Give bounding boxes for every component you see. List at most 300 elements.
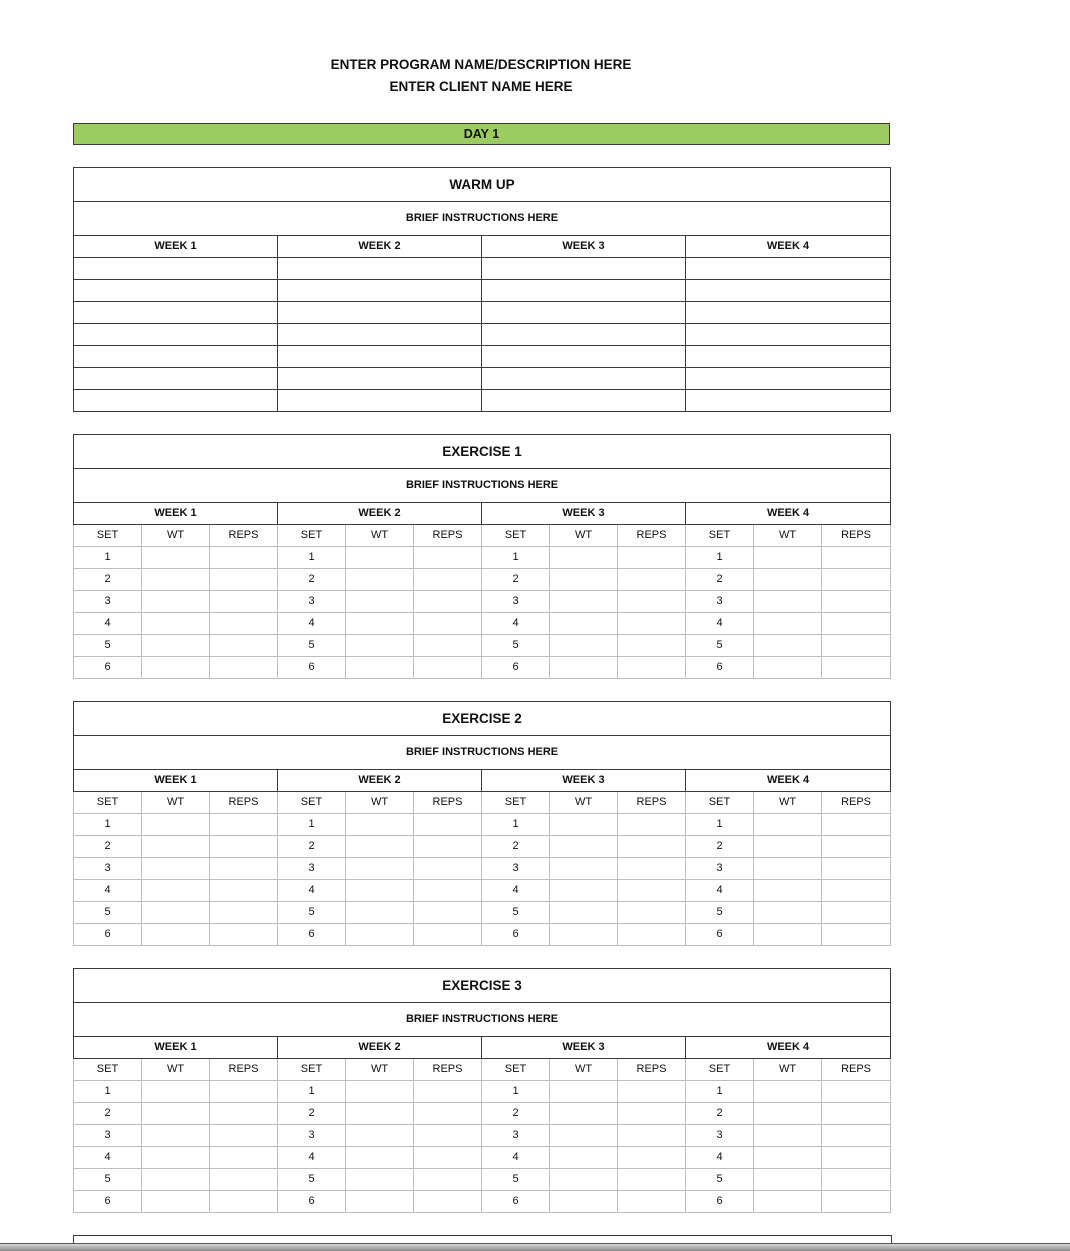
warmup-cell[interactable] xyxy=(482,324,686,346)
warmup-cell[interactable] xyxy=(278,346,482,368)
warmup-cell[interactable] xyxy=(686,280,891,302)
set-row xyxy=(74,836,891,858)
reps-cell[interactable] xyxy=(414,924,482,946)
weight-cell[interactable] xyxy=(754,924,822,946)
set-number: 3 xyxy=(74,591,142,613)
set-number: 6 xyxy=(74,657,142,679)
reps-cell[interactable] xyxy=(414,569,482,591)
weight-cell[interactable] xyxy=(142,569,210,591)
weight-cell[interactable] xyxy=(550,902,618,924)
reps-cell[interactable] xyxy=(822,858,891,880)
warmup-cell[interactable] xyxy=(74,324,278,346)
reps-column-header: REPS xyxy=(210,1059,278,1081)
weight-cell[interactable] xyxy=(754,858,822,880)
reps-cell[interactable] xyxy=(414,814,482,836)
reps-cell[interactable] xyxy=(210,1081,278,1103)
reps-cell[interactable] xyxy=(618,1191,686,1213)
reps-cell[interactable] xyxy=(210,814,278,836)
set-number: 4 xyxy=(278,613,346,635)
weight-cell[interactable] xyxy=(550,635,618,657)
weight-cell[interactable] xyxy=(754,836,822,858)
reps-cell[interactable] xyxy=(414,1191,482,1213)
set-number: 1 xyxy=(686,1081,754,1103)
week-header: WEEK 4 xyxy=(686,1037,891,1059)
warmup-cell[interactable] xyxy=(278,302,482,324)
weight-cell[interactable] xyxy=(754,547,822,569)
warmup-cell[interactable] xyxy=(74,390,278,412)
warmup-cell[interactable] xyxy=(482,258,686,280)
weight-cell[interactable] xyxy=(346,591,414,613)
exercise-title: EXERCISE 1 xyxy=(74,435,891,469)
reps-cell[interactable] xyxy=(822,1103,891,1125)
reps-cell[interactable] xyxy=(822,657,891,679)
week-header: WEEK 2 xyxy=(278,503,482,525)
weight-cell[interactable] xyxy=(754,902,822,924)
set-number: 3 xyxy=(74,858,142,880)
set-number: 5 xyxy=(278,635,346,657)
set-number: 6 xyxy=(686,924,754,946)
weight-cell[interactable] xyxy=(142,836,210,858)
set-number: 1 xyxy=(278,547,346,569)
reps-column-header: REPS xyxy=(822,792,891,814)
weight-cell[interactable] xyxy=(754,1125,822,1147)
warmup-table xyxy=(73,167,891,412)
reps-cell[interactable] xyxy=(210,1191,278,1213)
weight-cell[interactable] xyxy=(550,1191,618,1213)
set-row xyxy=(74,1125,891,1147)
reps-cell[interactable] xyxy=(210,858,278,880)
weight-cell[interactable] xyxy=(346,657,414,679)
set-number: 2 xyxy=(278,836,346,858)
set-number: 4 xyxy=(482,880,550,902)
week-header: WEEK 2 xyxy=(278,236,482,258)
reps-cell[interactable] xyxy=(210,902,278,924)
reps-cell[interactable] xyxy=(822,1191,891,1213)
weight-cell[interactable] xyxy=(754,613,822,635)
set-column-header: SET xyxy=(686,525,754,547)
reps-column-header: REPS xyxy=(618,1059,686,1081)
week-header: WEEK 1 xyxy=(74,1037,278,1059)
weight-cell[interactable] xyxy=(346,613,414,635)
warmup-cell[interactable] xyxy=(74,346,278,368)
week-header: WEEK 3 xyxy=(482,770,686,792)
weight-cell[interactable] xyxy=(346,1169,414,1191)
set-number: 1 xyxy=(686,814,754,836)
set-number: 2 xyxy=(74,1103,142,1125)
weight-cell[interactable] xyxy=(754,1169,822,1191)
weight-cell[interactable] xyxy=(346,1191,414,1213)
set-number: 5 xyxy=(278,1169,346,1191)
set-row xyxy=(74,858,891,880)
weight-cell[interactable] xyxy=(754,635,822,657)
set-column-header: SET xyxy=(278,1059,346,1081)
program-name[interactable]: ENTER PROGRAM NAME/DESCRIPTION HERE xyxy=(330,57,632,72)
reps-column-header: REPS xyxy=(822,1059,891,1081)
wt-column-header: WT xyxy=(142,1059,210,1081)
weight-cell[interactable] xyxy=(346,1125,414,1147)
set-number: 2 xyxy=(482,836,550,858)
reps-cell[interactable] xyxy=(210,569,278,591)
wt-column-header: WT xyxy=(550,1059,618,1081)
reps-cell[interactable] xyxy=(414,613,482,635)
reps-cell[interactable] xyxy=(822,814,891,836)
reps-cell[interactable] xyxy=(618,1103,686,1125)
weight-cell[interactable] xyxy=(550,880,618,902)
warmup-cell[interactable] xyxy=(686,390,891,412)
reps-cell[interactable] xyxy=(618,569,686,591)
set-number: 6 xyxy=(278,924,346,946)
set-number: 3 xyxy=(686,1125,754,1147)
set-number: 1 xyxy=(74,814,142,836)
warmup-cell[interactable] xyxy=(278,280,482,302)
reps-cell[interactable] xyxy=(618,1081,686,1103)
reps-cell[interactable] xyxy=(414,1169,482,1191)
warmup-cell[interactable] xyxy=(686,258,891,280)
reps-cell[interactable] xyxy=(210,657,278,679)
set-row xyxy=(74,924,891,946)
warmup-cell[interactable] xyxy=(482,280,686,302)
weight-cell[interactable] xyxy=(754,1081,822,1103)
set-row xyxy=(74,635,891,657)
weight-cell[interactable] xyxy=(142,635,210,657)
weight-cell[interactable] xyxy=(754,1103,822,1125)
reps-cell[interactable] xyxy=(414,591,482,613)
set-number: 6 xyxy=(278,657,346,679)
reps-cell[interactable] xyxy=(414,1081,482,1103)
set-number: 4 xyxy=(278,880,346,902)
reps-cell[interactable] xyxy=(822,1081,891,1103)
set-row xyxy=(74,547,891,569)
weight-cell[interactable] xyxy=(346,836,414,858)
weight-cell[interactable] xyxy=(550,1147,618,1169)
set-number: 4 xyxy=(74,880,142,902)
warmup-cell[interactable] xyxy=(278,324,482,346)
week-header: WEEK 3 xyxy=(482,1037,686,1059)
weight-cell[interactable] xyxy=(754,880,822,902)
reps-cell[interactable] xyxy=(210,591,278,613)
weight-cell[interactable] xyxy=(754,569,822,591)
set-number: 1 xyxy=(482,1081,550,1103)
week-header: WEEK 3 xyxy=(482,503,686,525)
set-number: 5 xyxy=(686,902,754,924)
set-number: 1 xyxy=(74,547,142,569)
warmup-cell[interactable] xyxy=(278,258,482,280)
set-number: 5 xyxy=(482,1169,550,1191)
set-number: 3 xyxy=(482,1125,550,1147)
weight-cell[interactable] xyxy=(550,1081,618,1103)
exercise-title: EXERCISE 2 xyxy=(74,702,891,736)
reps-cell[interactable] xyxy=(822,1125,891,1147)
reps-cell[interactable] xyxy=(822,1169,891,1191)
reps-cell[interactable] xyxy=(822,880,891,902)
set-number: 3 xyxy=(278,591,346,613)
reps-column-header: REPS xyxy=(822,525,891,547)
reps-cell[interactable] xyxy=(822,569,891,591)
set-number: 3 xyxy=(278,1125,346,1147)
reps-column-header: REPS xyxy=(414,1059,482,1081)
set-number: 2 xyxy=(482,1103,550,1125)
exercise-table xyxy=(73,968,891,1213)
set-column-header: SET xyxy=(278,792,346,814)
set-row xyxy=(74,814,891,836)
reps-cell[interactable] xyxy=(210,635,278,657)
wt-column-header: WT xyxy=(754,525,822,547)
weight-cell[interactable] xyxy=(346,924,414,946)
reps-cell[interactable] xyxy=(618,635,686,657)
weight-cell[interactable] xyxy=(754,1191,822,1213)
warmup-cell[interactable] xyxy=(686,302,891,324)
warmup-cell[interactable] xyxy=(482,390,686,412)
reps-cell[interactable] xyxy=(822,924,891,946)
reps-cell[interactable] xyxy=(414,657,482,679)
weight-cell[interactable] xyxy=(142,880,210,902)
set-number: 5 xyxy=(74,635,142,657)
set-column-header: SET xyxy=(74,525,142,547)
weight-cell[interactable] xyxy=(142,924,210,946)
reps-cell[interactable] xyxy=(414,635,482,657)
set-number: 6 xyxy=(278,1191,346,1213)
reps-cell[interactable] xyxy=(210,880,278,902)
weight-cell[interactable] xyxy=(142,814,210,836)
warmup-cell[interactable] xyxy=(74,302,278,324)
wt-column-header: WT xyxy=(754,792,822,814)
set-number: 3 xyxy=(482,591,550,613)
week-header: WEEK 2 xyxy=(278,1037,482,1059)
weight-cell[interactable] xyxy=(142,858,210,880)
reps-cell[interactable] xyxy=(618,858,686,880)
week-header: WEEK 1 xyxy=(74,770,278,792)
reps-cell[interactable] xyxy=(618,657,686,679)
weight-cell[interactable] xyxy=(346,1103,414,1125)
reps-cell[interactable] xyxy=(618,1125,686,1147)
weight-cell[interactable] xyxy=(550,814,618,836)
set-row xyxy=(74,880,891,902)
set-number: 6 xyxy=(686,657,754,679)
reps-cell[interactable] xyxy=(822,547,891,569)
reps-cell[interactable] xyxy=(618,1169,686,1191)
wt-column-header: WT xyxy=(346,525,414,547)
weight-cell[interactable] xyxy=(754,814,822,836)
weight-cell[interactable] xyxy=(142,1169,210,1191)
set-number: 3 xyxy=(686,591,754,613)
set-row xyxy=(74,1103,891,1125)
reps-cell[interactable] xyxy=(618,880,686,902)
weight-cell[interactable] xyxy=(142,1125,210,1147)
wt-column-header: WT xyxy=(754,1059,822,1081)
reps-column-header: REPS xyxy=(414,525,482,547)
weight-cell[interactable] xyxy=(550,547,618,569)
set-number: 2 xyxy=(74,569,142,591)
weight-cell[interactable] xyxy=(754,591,822,613)
reps-cell[interactable] xyxy=(822,591,891,613)
weight-cell[interactable] xyxy=(346,902,414,924)
set-number: 6 xyxy=(482,1191,550,1213)
reps-cell[interactable] xyxy=(414,836,482,858)
reps-cell[interactable] xyxy=(618,1147,686,1169)
warmup-cell[interactable] xyxy=(278,390,482,412)
week-header: WEEK 3 xyxy=(482,236,686,258)
set-number: 1 xyxy=(482,814,550,836)
warmup-cell[interactable] xyxy=(686,324,891,346)
weight-cell[interactable] xyxy=(754,657,822,679)
warmup-cell[interactable] xyxy=(74,280,278,302)
weight-cell[interactable] xyxy=(550,613,618,635)
warmup-cell[interactable] xyxy=(482,368,686,390)
reps-cell[interactable] xyxy=(618,613,686,635)
weight-cell[interactable] xyxy=(142,1103,210,1125)
reps-cell[interactable] xyxy=(618,924,686,946)
weight-cell[interactable] xyxy=(142,547,210,569)
set-number: 1 xyxy=(74,1081,142,1103)
set-number: 5 xyxy=(686,635,754,657)
weight-cell[interactable] xyxy=(142,1191,210,1213)
reps-cell[interactable] xyxy=(822,635,891,657)
set-column-header: SET xyxy=(278,525,346,547)
warmup-cell[interactable] xyxy=(482,346,686,368)
set-number: 1 xyxy=(278,1081,346,1103)
reps-cell[interactable] xyxy=(210,1103,278,1125)
week-header: WEEK 1 xyxy=(74,236,278,258)
warmup-cell[interactable] xyxy=(482,302,686,324)
weight-cell[interactable] xyxy=(142,902,210,924)
set-row xyxy=(74,657,891,679)
weight-cell[interactable] xyxy=(550,1169,618,1191)
warmup-cell[interactable] xyxy=(686,368,891,390)
set-number: 2 xyxy=(686,836,754,858)
set-number: 3 xyxy=(74,1125,142,1147)
weight-cell[interactable] xyxy=(754,1147,822,1169)
reps-cell[interactable] xyxy=(414,547,482,569)
set-row xyxy=(74,902,891,924)
reps-cell[interactable] xyxy=(618,902,686,924)
weight-cell[interactable] xyxy=(550,657,618,679)
set-number: 2 xyxy=(482,569,550,591)
reps-cell[interactable] xyxy=(822,836,891,858)
reps-cell[interactable] xyxy=(210,924,278,946)
week-header: WEEK 2 xyxy=(278,770,482,792)
reps-cell[interactable] xyxy=(414,858,482,880)
exercise-instructions[interactable]: BRIEF INSTRUCTIONS HERE xyxy=(74,469,891,503)
reps-cell[interactable] xyxy=(414,1103,482,1125)
weight-cell[interactable] xyxy=(142,1147,210,1169)
week-header: WEEK 4 xyxy=(686,770,891,792)
reps-cell[interactable] xyxy=(210,613,278,635)
reps-cell[interactable] xyxy=(210,1147,278,1169)
warmup-cell[interactable] xyxy=(278,368,482,390)
exercise-table xyxy=(73,701,891,946)
weight-cell[interactable] xyxy=(346,569,414,591)
reps-cell[interactable] xyxy=(210,1169,278,1191)
reps-column-header: REPS xyxy=(210,525,278,547)
reps-cell[interactable] xyxy=(210,1125,278,1147)
set-number: 4 xyxy=(482,1147,550,1169)
reps-cell[interactable] xyxy=(414,902,482,924)
set-number: 4 xyxy=(686,880,754,902)
weight-cell[interactable] xyxy=(346,1147,414,1169)
exercise-table xyxy=(73,434,891,679)
set-number: 4 xyxy=(482,613,550,635)
weight-cell[interactable] xyxy=(346,635,414,657)
set-number: 4 xyxy=(686,613,754,635)
set-number: 1 xyxy=(278,814,346,836)
set-column-header: SET xyxy=(482,1059,550,1081)
wt-column-header: WT xyxy=(550,525,618,547)
wt-column-header: WT xyxy=(142,525,210,547)
warmup-instructions[interactable]: BRIEF INSTRUCTIONS HERE xyxy=(74,202,891,236)
weight-cell[interactable] xyxy=(346,814,414,836)
week-header: WEEK 1 xyxy=(74,503,278,525)
weight-cell[interactable] xyxy=(142,657,210,679)
set-row xyxy=(74,569,891,591)
warmup-cell[interactable] xyxy=(74,368,278,390)
weight-cell[interactable] xyxy=(346,547,414,569)
set-number: 2 xyxy=(686,569,754,591)
warmup-cell[interactable] xyxy=(686,346,891,368)
set-column-header: SET xyxy=(74,1059,142,1081)
set-number: 5 xyxy=(482,902,550,924)
week-header: WEEK 4 xyxy=(686,503,891,525)
weight-cell[interactable] xyxy=(142,1081,210,1103)
exercise-instructions[interactable]: BRIEF INSTRUCTIONS HERE xyxy=(74,736,891,770)
wt-column-header: WT xyxy=(550,792,618,814)
wt-column-header: WT xyxy=(346,1059,414,1081)
reps-cell[interactable] xyxy=(822,1147,891,1169)
reps-cell[interactable] xyxy=(210,836,278,858)
warmup-cell[interactable] xyxy=(74,258,278,280)
set-column-header: SET xyxy=(482,525,550,547)
set-row xyxy=(74,1191,891,1213)
weight-cell[interactable] xyxy=(550,591,618,613)
reps-cell[interactable] xyxy=(822,613,891,635)
weight-cell[interactable] xyxy=(346,1081,414,1103)
reps-cell[interactable] xyxy=(618,547,686,569)
weight-cell[interactable] xyxy=(142,591,210,613)
reps-cell[interactable] xyxy=(414,1125,482,1147)
set-number: 5 xyxy=(686,1169,754,1191)
reps-cell[interactable] xyxy=(414,880,482,902)
set-row xyxy=(74,591,891,613)
reps-cell[interactable] xyxy=(618,591,686,613)
weight-cell[interactable] xyxy=(550,858,618,880)
weight-cell[interactable] xyxy=(550,924,618,946)
weight-cell[interactable] xyxy=(142,613,210,635)
set-number: 2 xyxy=(74,836,142,858)
weight-cell[interactable] xyxy=(346,858,414,880)
set-number: 6 xyxy=(482,657,550,679)
weight-cell[interactable] xyxy=(550,1103,618,1125)
set-row xyxy=(74,613,891,635)
reps-cell[interactable] xyxy=(414,1147,482,1169)
set-number: 4 xyxy=(686,1147,754,1169)
set-column-header: SET xyxy=(74,792,142,814)
exercise-title: EXERCISE 3 xyxy=(74,969,891,1003)
reps-cell[interactable] xyxy=(210,547,278,569)
reps-cell[interactable] xyxy=(618,836,686,858)
set-number: 5 xyxy=(278,902,346,924)
reps-column-header: REPS xyxy=(210,792,278,814)
exercise-instructions[interactable]: BRIEF INSTRUCTIONS HERE xyxy=(74,1003,891,1037)
weight-cell[interactable] xyxy=(550,569,618,591)
reps-cell[interactable] xyxy=(822,902,891,924)
weight-cell[interactable] xyxy=(550,1125,618,1147)
weight-cell[interactable] xyxy=(346,880,414,902)
reps-cell[interactable] xyxy=(618,814,686,836)
weight-cell[interactable] xyxy=(550,836,618,858)
set-number: 5 xyxy=(482,635,550,657)
wt-column-header: WT xyxy=(346,792,414,814)
client-name[interactable]: ENTER CLIENT NAME HERE xyxy=(389,79,573,94)
set-number: 2 xyxy=(278,1103,346,1125)
